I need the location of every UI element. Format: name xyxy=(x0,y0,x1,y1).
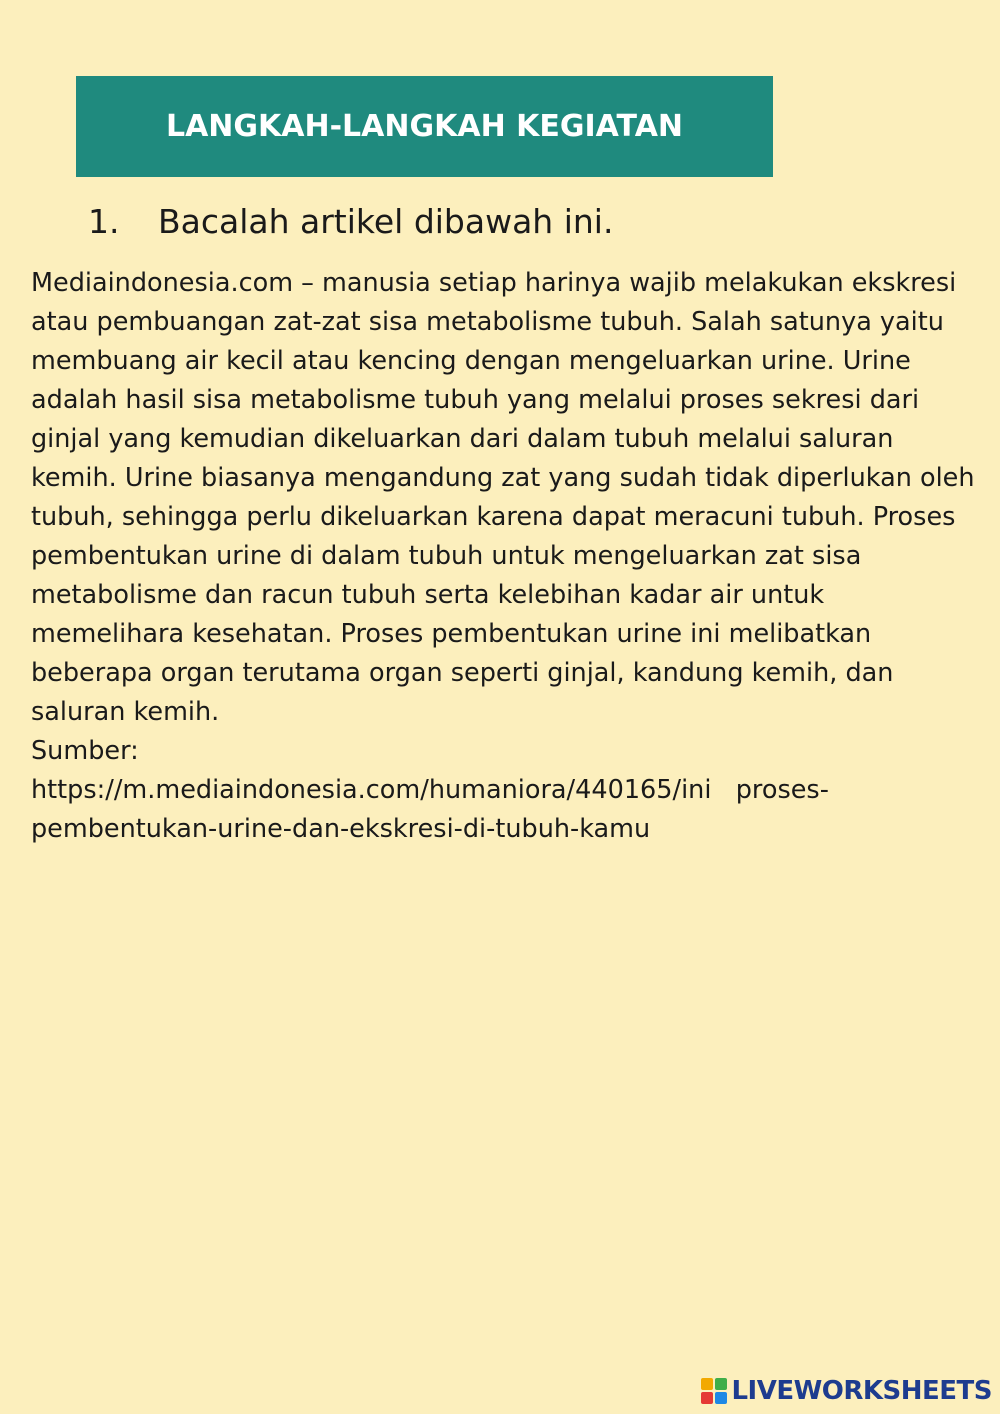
step-number: 1. xyxy=(88,202,120,241)
step-instruction: Bacalah artikel dibawah ini. xyxy=(158,202,614,241)
article xyxy=(31,264,976,849)
source-url-line-1: https://m.mediaindonesia.com/humaniora/440165/ini proses- xyxy=(31,775,829,805)
liveworksheets-watermark xyxy=(701,1374,992,1408)
step-item xyxy=(88,196,613,248)
source-label: Sumber: xyxy=(31,736,139,766)
article-body: Mediaindonesia.com – manusia setiap harinya wajib melakukan ekskresi atau pembuangan zat-zat sisa metabolisme tubuh. Salah satunya yaitu membuang air kecil atau kencing dengan mengeluarkan urine. Urine adalah hasil sisa metabolisme tubuh yang melalui proses sekresi dari ginjal yang kemudian dikeluarkan dari dalam tubuh melalui saluran kemih. Urine biasanya mengandung zat yang sudah tidak diperlukan oleh tubuh, sehingga perlu dikeluarkan karena dapat meracuni tubuh. Proses pembentukan urine di dalam tubuh untuk mengeluarkan zat sisa metabolisme dan racun tubuh serta kelebihan kadar air untuk memelihara kesehatan. Proses pembentukan urine ini melibatkan beberapa organ terutama organ seperti ginjal, kandung kemih, dan saluran kemih. xyxy=(31,268,975,727)
page-title: LANGKAH-LANGKAH KEGIATAN xyxy=(165,109,684,144)
header-banner xyxy=(76,76,773,177)
source-url-line-2: pembentukan-urine-dan-ekskresi-di-tubuh-kamu xyxy=(31,814,651,844)
watermark-text: LIVEWORKSHEETS xyxy=(731,1376,992,1406)
liveworksheets-logo-icon xyxy=(701,1378,727,1404)
